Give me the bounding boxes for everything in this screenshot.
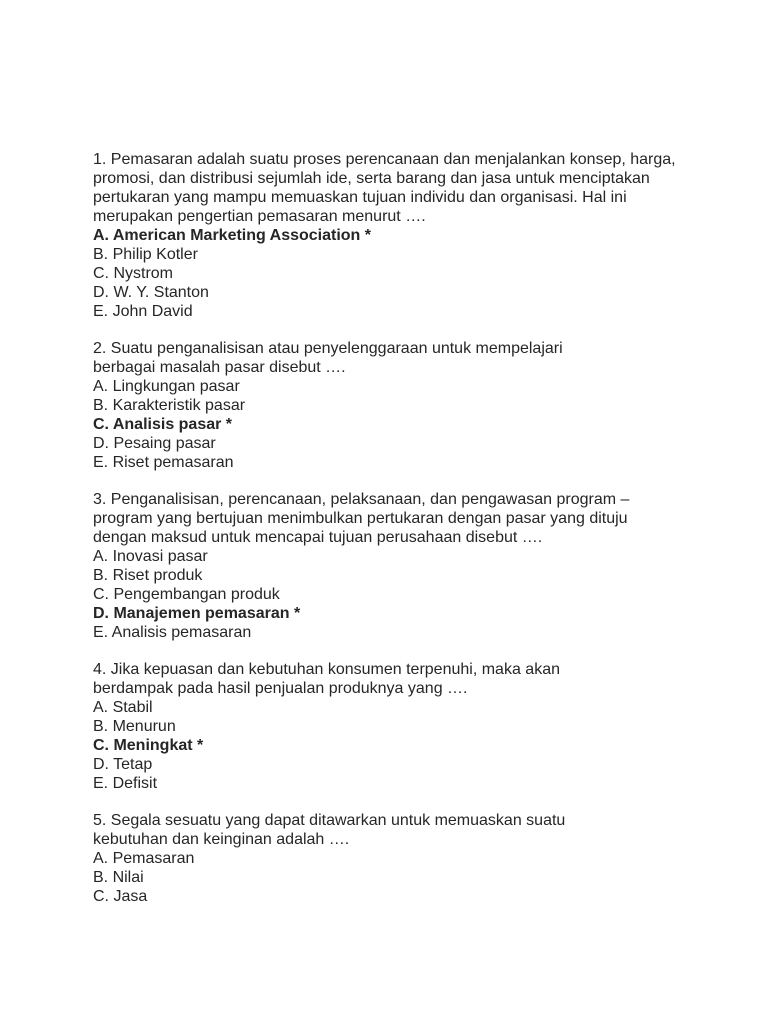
option-a: A. Pemasaran (93, 850, 195, 867)
question-2 (93, 339, 693, 472)
option-a-correct: A. American Marketing Association * (93, 227, 371, 244)
question-4 (93, 660, 693, 793)
option-c: C. Pengembangan produk (93, 586, 280, 603)
question-text: 5. Segala sesuatu yang dapat ditawarkan untuk memuaskan suatu kebutuhan dan keinginan adalah …. (93, 812, 566, 848)
option-d-correct: D. Manajemen pemasaran * (93, 605, 301, 622)
question-text: 4. Jika kepuasan dan kebutuhan konsumen terpenuhi, maka akan berdampak pada hasil penjualan produknya yang …. (93, 661, 560, 697)
question-text: 1. Pemasaran adalah suatu proses perencanaan dan menjalankan konsep, harga, promosi, dan distribusi sejumlah ide, serta barang dan jasa untuk menciptakan pertukaran yang mampu memuaskan tujuan individu dan organisasi. Hal ini merupakan pengertian pemasaran menurut …. (93, 151, 676, 225)
question-text: 2. Suatu penganalisisan atau penyelenggaraan untuk mempelajari berbagai masalah pasar disebut …. (93, 340, 563, 376)
question-1 (93, 150, 693, 321)
option-a: A. Lingkungan pasar (93, 378, 240, 395)
option-a: A. Stabil (93, 699, 153, 716)
document-page (93, 150, 693, 924)
option-d: D. W. Y. Stanton (93, 284, 209, 301)
option-a: A. Inovasi pasar (93, 548, 208, 565)
question-5 (93, 811, 693, 906)
option-d: D. Tetap (93, 756, 153, 773)
option-b: B. Nilai (93, 869, 144, 886)
question-3 (93, 490, 693, 642)
option-e: E. Analisis pemasaran (93, 624, 252, 641)
option-c-correct: C. Meningkat * (93, 737, 204, 754)
option-b: B. Philip Kotler (93, 246, 198, 263)
option-c: C. Nystrom (93, 265, 173, 282)
option-e: E. Defisit (93, 775, 158, 792)
question-text: 3. Penganalisisan, perencanaan, pelaksanaan, dan pengawasan program – program yang bertujuan menimbulkan pertukaran dengan pasar yang dituju dengan maksud untuk mencapai tujuan perusahaan disebut …. (93, 491, 630, 546)
option-d: D. Pesaing pasar (93, 435, 216, 452)
option-b: B. Karakteristik pasar (93, 397, 246, 414)
option-b: B. Menurun (93, 718, 176, 735)
option-b: B. Riset produk (93, 567, 203, 584)
option-c-correct: C. Analisis pasar * (93, 416, 233, 433)
option-c: C. Jasa (93, 888, 148, 905)
option-e: E. John David (93, 303, 193, 320)
option-e: E. Riset pemasaran (93, 454, 234, 471)
